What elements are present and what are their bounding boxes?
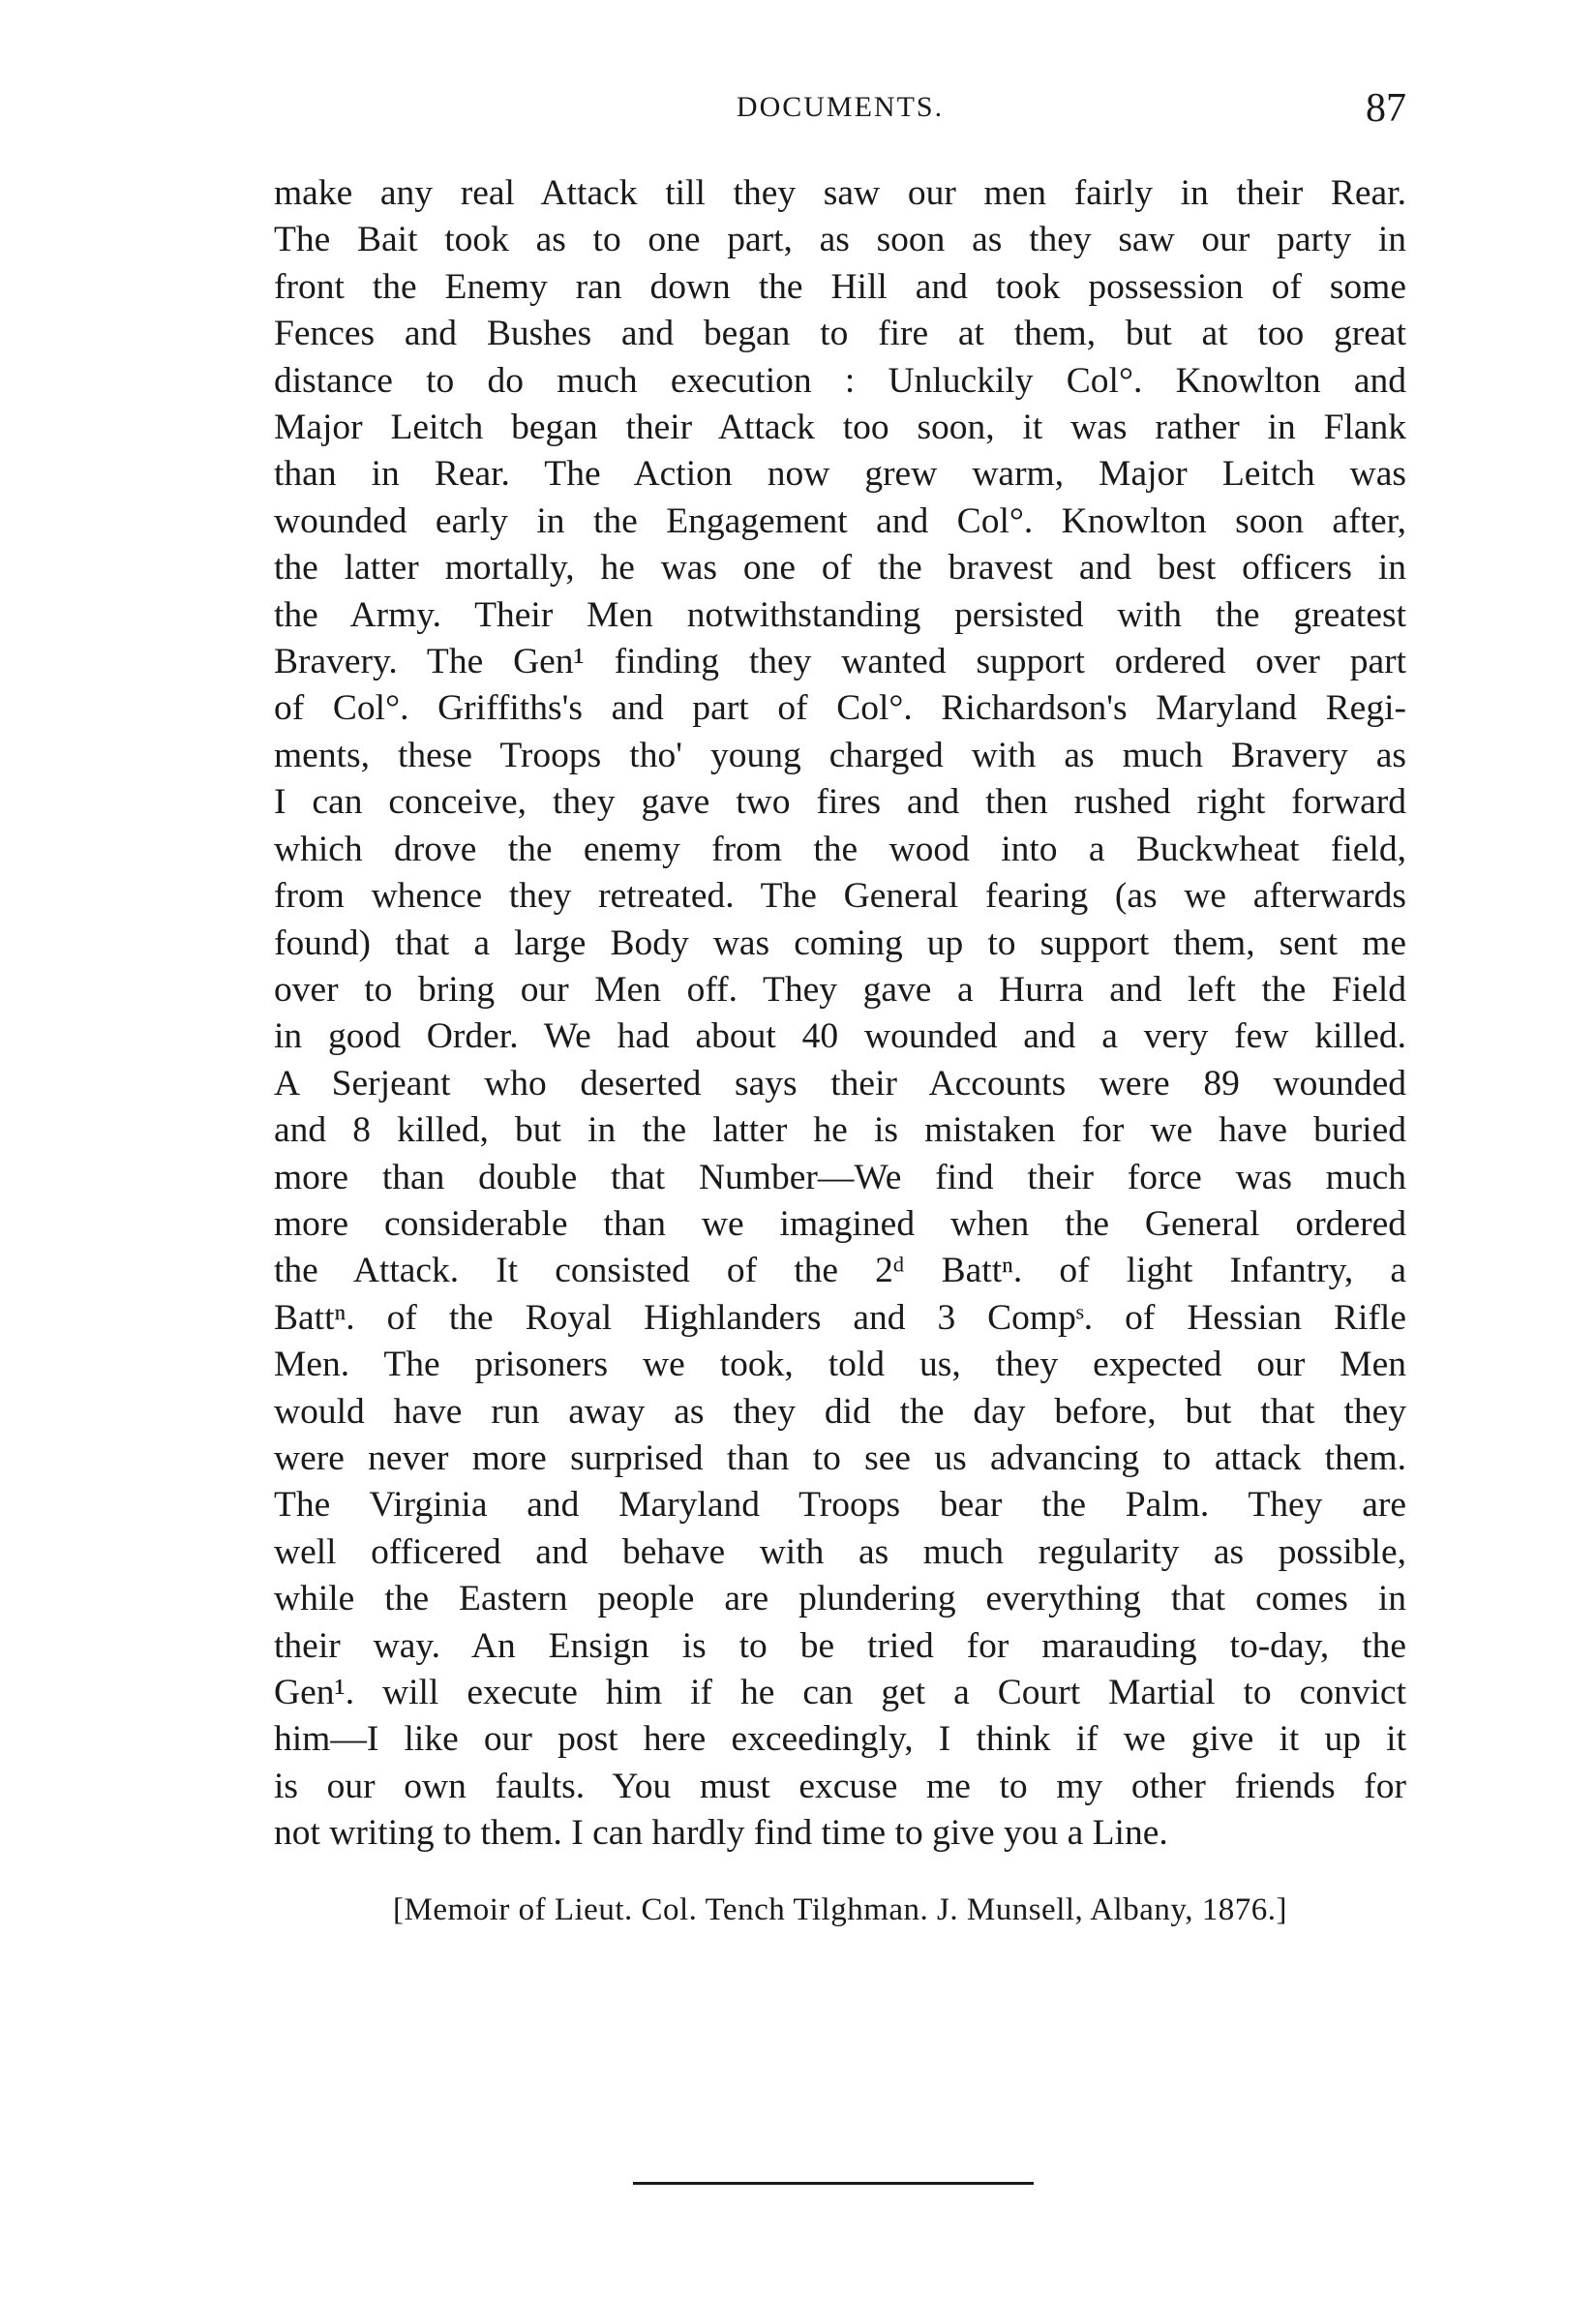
text-line: ments, these Troops tho' young charged with as much Bravery as	[274, 735, 1406, 775]
section-divider	[633, 2182, 1034, 2185]
text-line: were never more surprised than to see us advancing to attack them.	[274, 1437, 1406, 1478]
text-line: would have run away as they did the day before, but that they	[274, 1391, 1406, 1432]
text-line: Battⁿ. of the Royal Highlanders and 3 Compˢ. of Hessian Rifle	[274, 1297, 1406, 1338]
text-line: distance to do much execution : Unluckily Col°. Knowlton and	[274, 360, 1406, 401]
text-line: while the Eastern people are plundering everything that comes in	[274, 1579, 1406, 1619]
text-line: is our own faults. You must excuse me to my other friends for	[274, 1766, 1406, 1806]
text-line: which drove the enemy from the wood into a Buckwheat field,	[274, 829, 1406, 869]
text-line: the Attack. It consisted of the 2ᵈ Battⁿ. of light Infantry, a	[274, 1251, 1406, 1291]
running-head: DOCUMENTS.	[736, 91, 945, 123]
text-line: Bravery. The Gen¹ finding they wanted support ordered over part	[274, 642, 1406, 682]
text-line: I can conceive, they gave two fires and then rushed right forward	[274, 782, 1406, 823]
text-line: wounded early in the Engagement and Col°. Knowlton soon after,	[274, 500, 1406, 541]
page-number: 87	[1366, 86, 1406, 131]
text-line: over to bring our Men off. They gave a Hurra and left the Field	[274, 969, 1406, 1010]
text-line: the latter mortally, he was one of the bravest and best officers in	[274, 548, 1406, 589]
text-line: found) that a large Body was coming up to support them, sent me	[274, 923, 1406, 963]
text-line: more than double that Number—We find their force was much	[274, 1157, 1406, 1197]
text-line: Men. The prisoners we took, told us, they expected our Men	[274, 1345, 1406, 1385]
text-line: him—I like our post here exceedingly, I think if we give it up it	[274, 1719, 1406, 1760]
text-line: Fences and Bushes and began to fire at them, but at too great	[274, 314, 1406, 354]
source-citation: [Memoir of Lieut. Col. Tench Tilghman. J. Munsell, Albany, 1876.]	[393, 1892, 1287, 1927]
text-line: Gen¹. will execute him if he can get a Court Martial to convict	[274, 1673, 1406, 1712]
text-line: of Col°. Griffiths's and part of Col°. Richardson's Maryland Regi-	[274, 688, 1406, 729]
text-line: than in Rear. The Action now grew warm, Major Leitch was	[274, 454, 1406, 495]
text-line: well officered and behave with as much regularity as possible,	[274, 1531, 1406, 1572]
text-line: A Serjeant who deserted says their Accounts were 89 wounded	[274, 1063, 1406, 1104]
text-line: the Army. Their Men notwithstanding persisted with the greatest	[274, 594, 1406, 635]
text-line: from whence they retreated. The General fearing (as we afterwards	[274, 876, 1406, 917]
text-line: not writing to them. I can hardly find time to give you a Line.	[274, 1813, 1168, 1854]
text-line: The Virginia and Maryland Troops bear the Palm. They are	[274, 1485, 1406, 1526]
text-line: in good Order. We had about 40 wounded and a very few killed.	[274, 1016, 1406, 1057]
text-line: The Bait took as to one part, as soon as they saw our party in	[274, 220, 1406, 260]
text-line: more considerable than we imagined when the General ordered	[274, 1203, 1406, 1244]
text-line: Major Leitch began their Attack too soon, it was rather in Flank	[274, 408, 1406, 448]
text-line: front the Enemy ran down the Hill and took possession of some	[274, 266, 1406, 307]
text-line: and 8 killed, but in the latter he is mistaken for we have buried	[274, 1110, 1406, 1151]
text-line: make any real Attack till they saw our men fairly in their Rear.	[274, 173, 1406, 213]
text-line: their way. An Ensign is to be tried for marauding to-day, the	[274, 1625, 1406, 1666]
page-header	[274, 85, 1406, 143]
letter-body	[274, 170, 1406, 1858]
